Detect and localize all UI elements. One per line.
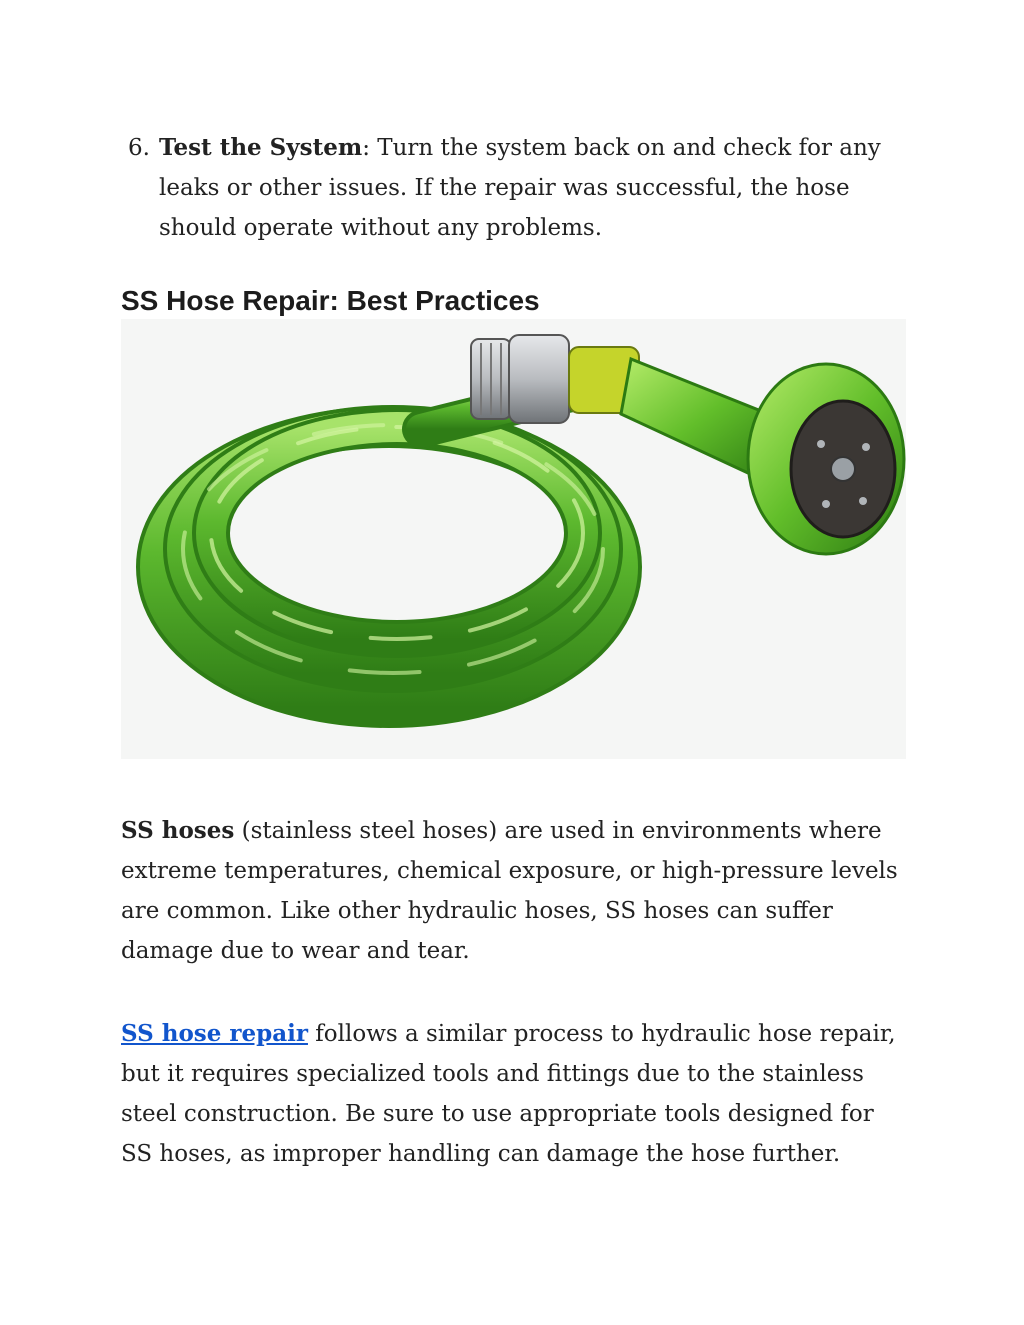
ss-hose-repair-link[interactable]: SS hose repair — [121, 1020, 308, 1047]
ss-hose-repair-text: follows a similar process to hydraulic hose repair, but it requires specialized tools and fittings due to the stainless steel construction. Be sure to use appropriate tools designed for SS hoses, as improper handling can damage the hose further. — [121, 1021, 896, 1167]
section-heading: SS Hose Repair: Best Practices — [121, 285, 540, 316]
ss-hoses-text: (stainless steel hoses) are used in environments where extreme temperatures, chemical exposure, or high-pressure levels are common. Like other hydraulic hoses, SS hoses can suffer damage due to wear and tear. — [121, 818, 898, 964]
ss-hose-repair-paragraph — [121, 1014, 911, 1174]
list-item-text: : Turn the system back on and check for any leaks or other issues. If the repair was successful, the hose should operate without any problems. — [159, 135, 881, 241]
list-item-body — [159, 128, 918, 248]
list-number: 6. — [128, 135, 150, 161]
ss-hoses-paragraph — [121, 811, 911, 971]
list-item-test-system — [128, 128, 918, 248]
hose-image — [121, 319, 906, 759]
list-item-title: Test the System — [159, 134, 363, 161]
garden-hose-illustration — [121, 319, 906, 759]
ss-hoses-term: SS hoses — [121, 817, 235, 844]
